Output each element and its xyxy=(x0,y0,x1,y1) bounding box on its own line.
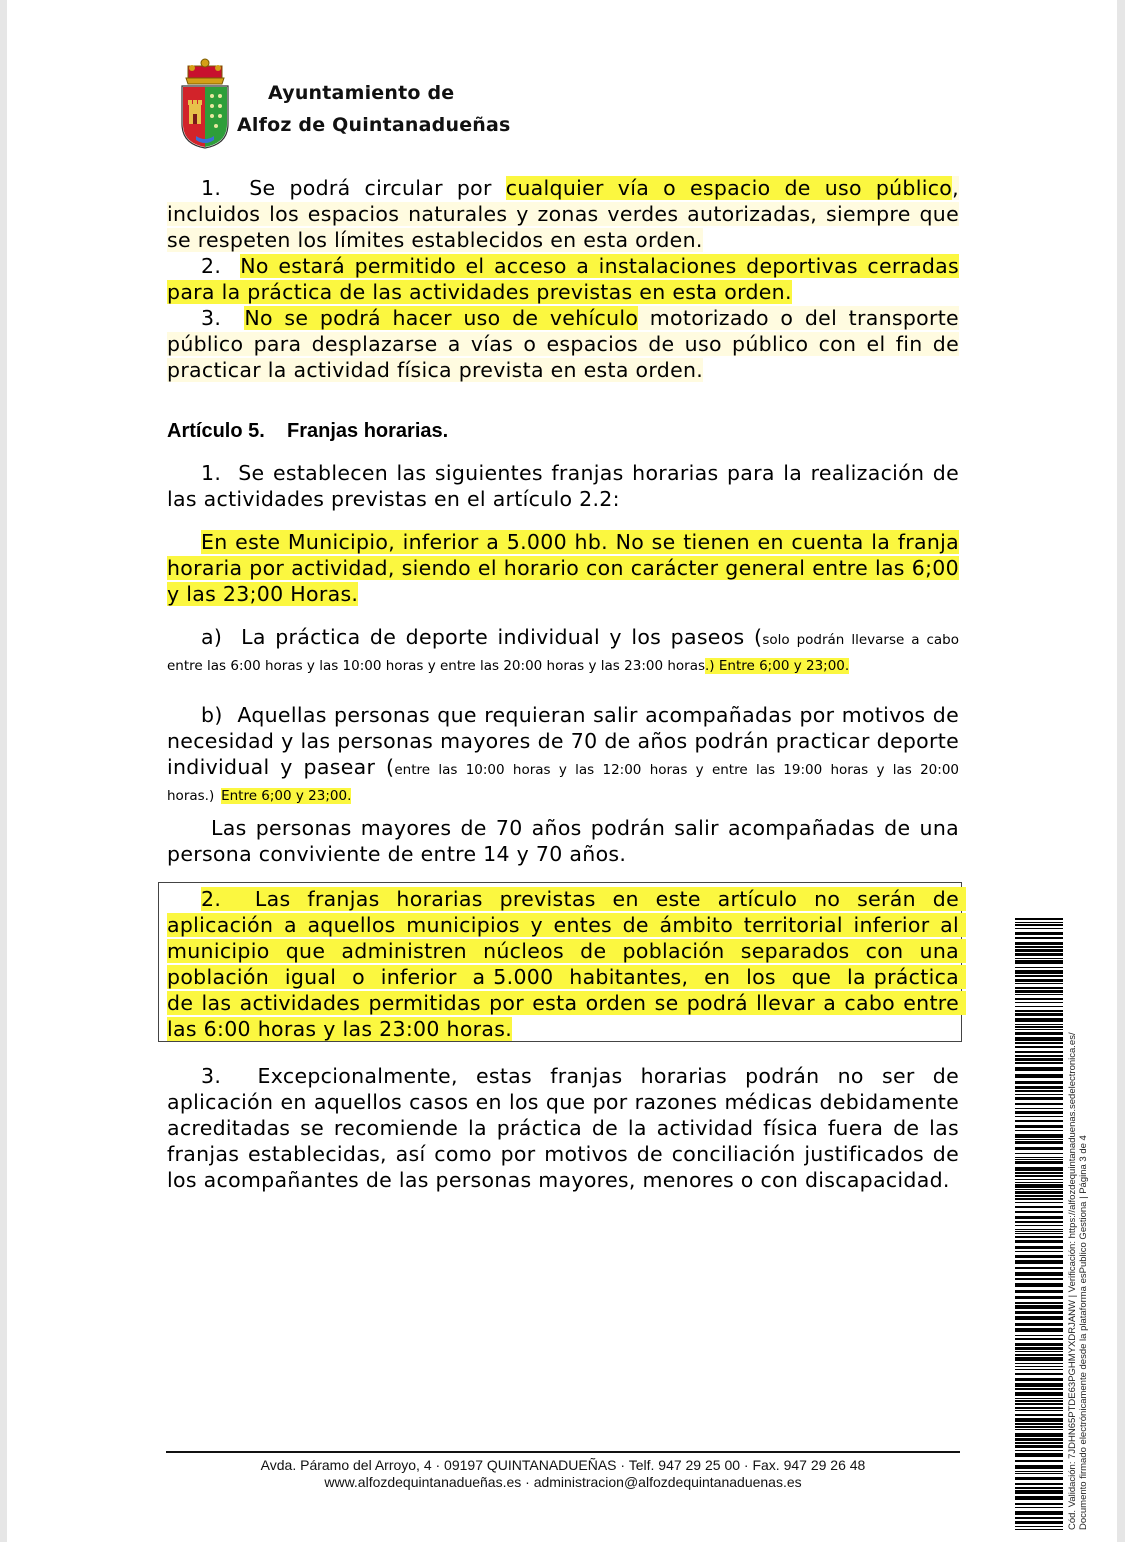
clause-b-label: b) xyxy=(201,703,223,727)
clause-b-small: entre las 10:00 horas y las 12:00 horas y entre las 19:00 horas y las 20:00 horas.) xyxy=(167,762,959,804)
item2-highlight: No estará permitido el acceso a instalaciones deportivas cerradas para la práctica de las actividades previstas en esta orden. xyxy=(167,254,960,304)
page-frame-right xyxy=(1117,0,1125,1542)
paragraph-1-text: Se establecen las siguientes franjas horarias para la realización de las actividades previstas en el artículo 2.2: xyxy=(167,461,959,511)
item3-text-end: motorizado o del transporte público para desplazarse a vías o espacios de uso público con el fin de practicar la actividad física prevista en esta orden. xyxy=(167,306,959,382)
article-paragraph-3 xyxy=(167,1063,959,1193)
item3-highlight: No se podrá hacer uso de vehículo xyxy=(244,306,639,330)
seniors-paragraph xyxy=(167,815,959,867)
clause-b xyxy=(167,702,959,806)
footer-address: Avda. Páramo del Arroyo, 4 · 09197 QUINTANADUEÑAS · Telf. 947 29 25 00 · Fax. 947 29 26 48 xyxy=(260,1457,866,1473)
validation-side-text xyxy=(1067,910,1089,1530)
list-item-2 xyxy=(167,253,959,305)
clause-b-tail: Entre 6;00 y 23;00. xyxy=(221,788,352,804)
footer-divider xyxy=(166,1451,960,1453)
list-number: 2. xyxy=(201,254,222,278)
page-frame-left xyxy=(0,0,7,1542)
paragraph-number: 3. xyxy=(201,1064,222,1088)
article-title: Artículo 5. Franjas horarias. xyxy=(167,420,449,442)
seniors-text: Las personas mayores de 70 años podrán salir acompañadas de una persona conviviente de entre 14 y 70 años. xyxy=(167,816,959,866)
article-paragraph-1 xyxy=(167,460,959,512)
paragraph-number: 1. xyxy=(201,461,222,485)
list-number: 3. xyxy=(201,306,222,330)
clause-a xyxy=(167,624,959,676)
barcode-icon xyxy=(1015,918,1063,1530)
clause-b-text: Aquellas personas que requieran salir acompañadas por motivos de necesidad y las personas mayores de 70 de años podrán practicar deporte individual y pasear ( xyxy=(167,703,959,779)
item1-text-start: Se podrá circular por xyxy=(249,176,492,200)
coat-of-arms-icon xyxy=(176,58,234,150)
list-number: 1. xyxy=(201,176,222,200)
paragraph-3-text: Excepcionalmente, estas franjas horarias podrán no ser de aplicación en aquellos casos en los que por razones médicas debidamente acreditadas se recomiende la práctica de la actividad física fuera de las franjas establecidas, así como por motivos de conciliación justificados de los acompañantes de las personas mayores, menores o con discapacidad. xyxy=(167,1064,959,1192)
item1-highlight: cualquier vía o espacio de uso público xyxy=(505,176,953,200)
clause-a-label: a) xyxy=(201,625,223,649)
validation-line1: Cód. Validación: 7JDHN65PTDE63PGHMYXDRJANW | Verificación: https://alfozdequintanaduenas.sedelectronica.es/ xyxy=(1067,1032,1078,1530)
list-item-3 xyxy=(167,305,959,383)
clause-a-text: La práctica de deporte individual y los paseos ( xyxy=(241,625,763,649)
footer-contact: www.alfozdequintanadueñas.es · administracion@alfozdequintanaduenas.es xyxy=(324,1474,802,1490)
org-name-line1: Ayuntamiento de xyxy=(268,82,455,104)
paragraph-2-text: 2. Las franjas horarias previstas en este artículo no serán de aplicación a aquellos municipios y entes de ámbito territorial inferior al municipio que administren núcleos de población separados con una población igual o inferior a 5.000 habitantes, en los que la práctica de las actividades permitidas por esta orden se podrá llevar a cabo entre las 6:00 horas y las 23:00 horas. xyxy=(167,887,966,1041)
item1-text-end: , incluidos los espacios naturales y zonas verdes autorizadas, siempre que se respeten los límites establecidos en esta orden. xyxy=(167,176,959,252)
clause-a-tail: .) Entre 6;00 y 23;00. xyxy=(705,658,850,674)
municipio-note xyxy=(167,529,959,607)
clause-a-small: solo podrán llevarse a cabo entre las 6:00 horas y las 10:00 horas y entre las 20:00 horas y las 23:00 horas xyxy=(167,632,959,674)
municipio-note-text: En este Municipio, inferior a 5.000 hb. No se tienen en cuenta la franja horaria por actividad, siendo el horario con carácter general entre las 6;00 y las 23;00 Horas. xyxy=(167,530,959,606)
validation-line2: Documento firmado electrónicamente desde la plataforma esPublico Gestiona | Página 3 de 4 xyxy=(1078,1135,1089,1530)
org-name-line2: Alfoz de Quintanadueñas xyxy=(237,114,511,136)
article-paragraph-2 xyxy=(167,886,966,1042)
list-item-1 xyxy=(167,175,959,253)
